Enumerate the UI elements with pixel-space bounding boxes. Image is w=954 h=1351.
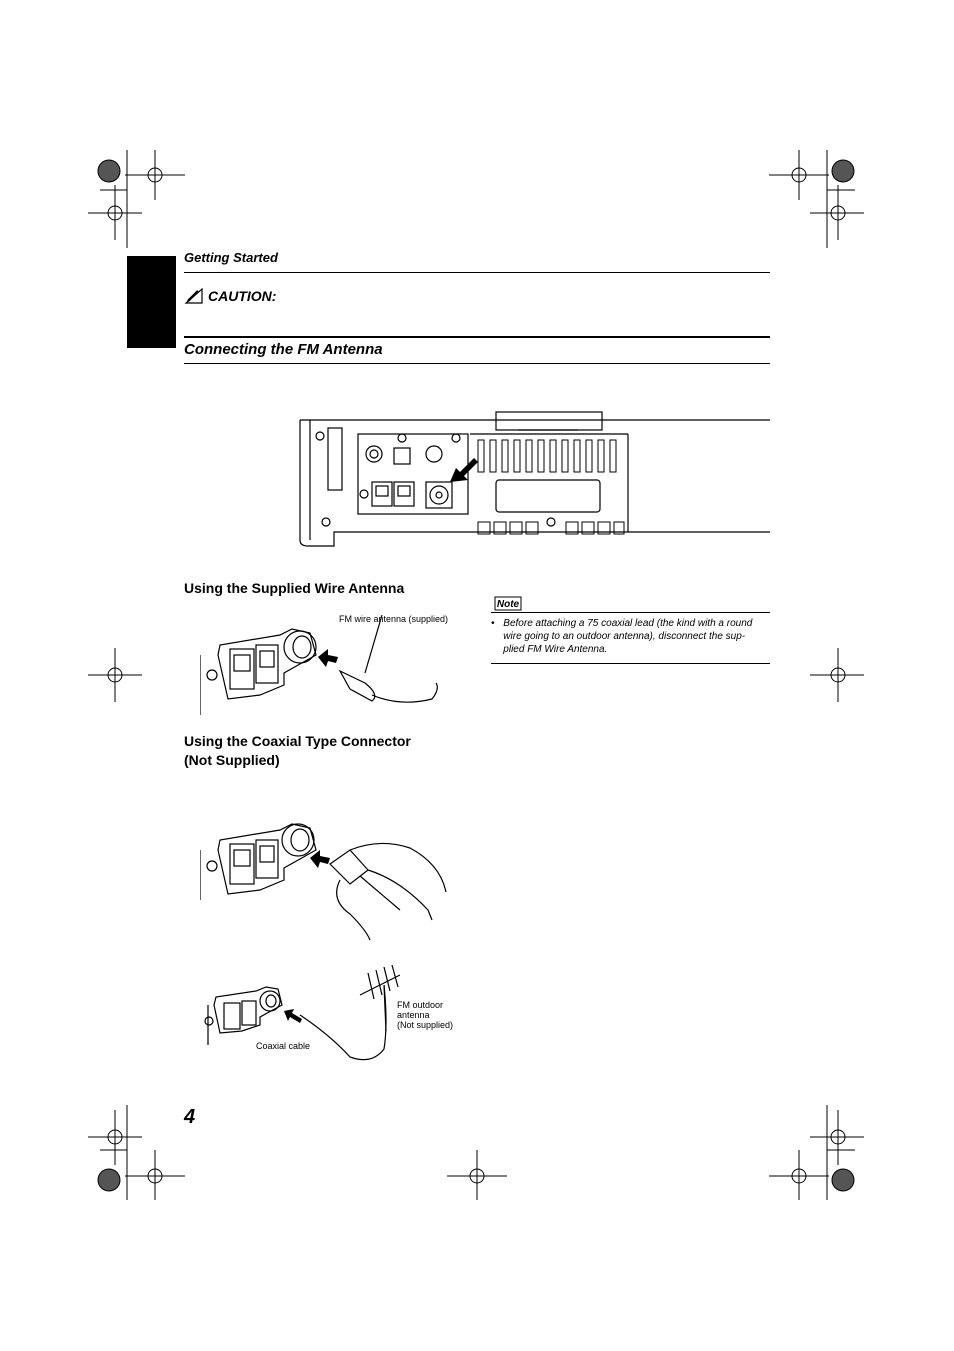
wire-antenna-heading: Using the Supplied Wire Antenna: [184, 580, 405, 596]
coaxial-connector-illustration: [200, 820, 450, 945]
coaxial-heading: [184, 732, 411, 770]
note-body: Before attaching a 75 coaxial lead (the kind with a round wire going to an outdoor antenna), disconnect the sup-plied FM Wire Antenna.: [503, 618, 753, 655]
outdoor-antenna-line1: FM outdoor: [397, 1000, 444, 1010]
outdoor-antenna-line2: antenna: [397, 1010, 430, 1020]
note-bottom-rule: [491, 663, 770, 664]
outdoor-antenna-callout: [397, 1000, 453, 1030]
page-number: 4: [184, 1106, 196, 1128]
rear-panel-illustration: [298, 410, 774, 550]
side-tab: [127, 256, 176, 348]
title-top-rule: [184, 336, 770, 338]
section-label: Getting Started: [184, 250, 278, 265]
pencil-warning-icon: [184, 288, 204, 304]
coaxial-heading-line2: (Not Supplied): [184, 752, 280, 768]
note-icon: [493, 595, 523, 612]
svg-text:Note: Note: [496, 599, 520, 610]
title-bottom-rule: [184, 363, 770, 364]
wire-antenna-callout: FM wire antenna (supplied): [339, 614, 449, 624]
coaxial-cable-callout: Coaxial cable: [256, 1041, 311, 1051]
note-bullet: •: [491, 618, 495, 629]
wire-antenna-illustration: [200, 615, 460, 715]
caution-text: CAUTION:: [208, 288, 277, 304]
header-rule: [184, 272, 770, 273]
page-title: Connecting the FM Antenna: [184, 341, 383, 358]
note-top-rule: [491, 612, 770, 613]
coaxial-heading-line1: Using the Coaxial Type Connector: [184, 733, 411, 749]
caution-label: [184, 288, 276, 304]
outdoor-antenna-line3: (Not supplied): [397, 1020, 454, 1030]
note-text: [491, 617, 771, 656]
